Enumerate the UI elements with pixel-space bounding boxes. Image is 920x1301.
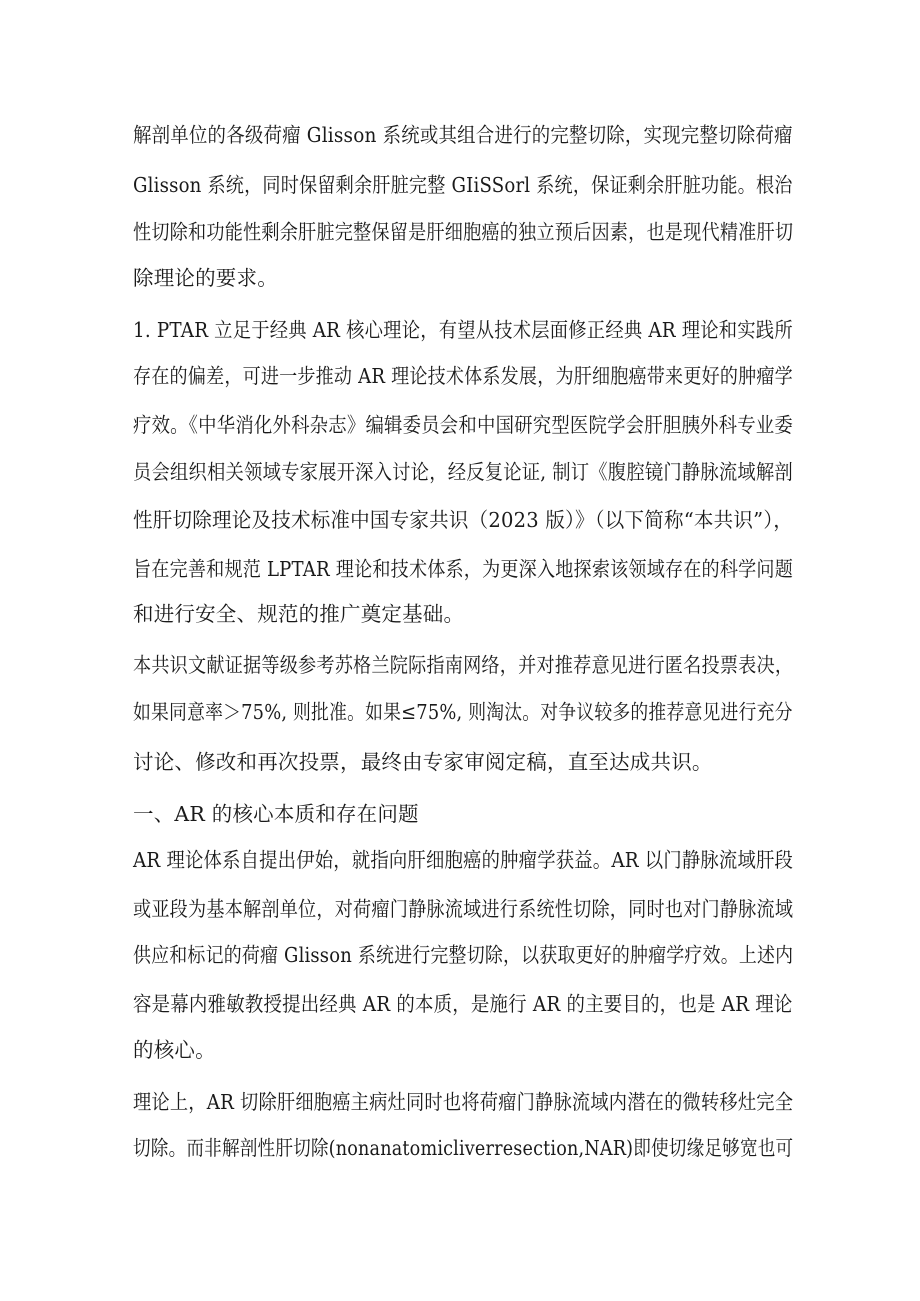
- text-line: 除理论的要求。: [133, 266, 278, 290]
- text-line: 如果同意率＞75%, 则批准。如果≤75%, 则淘汰。对争议较多的推荐意见进行充分: [133, 700, 793, 724]
- text-line: 存在的偏差，可进一步推动 AR 理论技术体系发展，为肝细胞癌带来更好的肿瘤学: [133, 364, 793, 388]
- text-line: 切除。而非解剖性肝切除(nonanatomicliverresection,NAR)即使切缘足够宽也可: [133, 1136, 794, 1160]
- text-line: 1. PTAR 立足于经典 AR 核心理论，有望从技术层面修正经典 AR 理论和实践所: [133, 318, 793, 342]
- text-line: 疗效。《中华消化外科杂志》编辑委员会和中国研究型医院学会肝胆胰外科专业委: [133, 413, 793, 437]
- text-line: 讨论、修改和再次投票，最终由专家审阅定稿，直至达成共识。: [133, 750, 713, 774]
- text-line: AR 理论体系自提出伊始，就指向肝细胞癌的肿瘤学获益。AR 以门静脉流域肝段: [133, 848, 794, 872]
- text-line: 性肝切除理论及技术标准中国专家共识（2023 版）》（以下简称“本共识”），: [133, 508, 794, 532]
- text-line: 本共识文献证据等级参考苏格兰院际指南网络，并对推荐意见进行匿名投票表决，: [133, 653, 794, 677]
- text-line: 性切除和功能性剩余肝脏完整保留是肝细胞癌的独立预后因素，也是现代精准肝切: [133, 220, 794, 244]
- text-line: 的核心。: [133, 1038, 216, 1062]
- text-line: 理论上，AR 切除肝细胞癌主病灶同时也将荷瘤门静脉流域内潜在的微转移灶完全: [133, 1090, 794, 1114]
- text-line: 或亚段为基本解剖单位，对荷瘤门静脉流域进行系统性切除，同时也对门静脉流域: [133, 897, 794, 921]
- text-line: 容是幕内雅敏教授提出经典 AR 的本质，是施行 AR 的主要目的，也是 AR 理论: [133, 992, 793, 1016]
- section-heading: 一、AR 的核心本质和存在问题: [133, 802, 419, 826]
- text-line: 旨在完善和规范 LPTAR 理论和技术体系，为更深入地探索该领域存在的科学问题: [133, 557, 794, 581]
- text-line: 解剖单位的各级荷瘤 Glisson 系统或其组合进行的完整切除，实现完整切除荷瘤: [133, 123, 793, 147]
- text-line: 供应和标记的荷瘤 Glisson 系统进行完整切除，以获取更好的肿瘤学疗效。上述内: [133, 943, 794, 967]
- text-line: Glisson 系统，同时保留剩余肝脏完整 GIiSSorl 系统，保证剩余肝脏功能。根治: [133, 173, 793, 197]
- text-line: 和进行安全、规范的推广奠定基础。: [133, 602, 465, 626]
- text-line: 员会组织相关领域专家展开深入讨论，经反复论证, 制订《腹腔镜门静脉流域解剖: [133, 460, 793, 484]
